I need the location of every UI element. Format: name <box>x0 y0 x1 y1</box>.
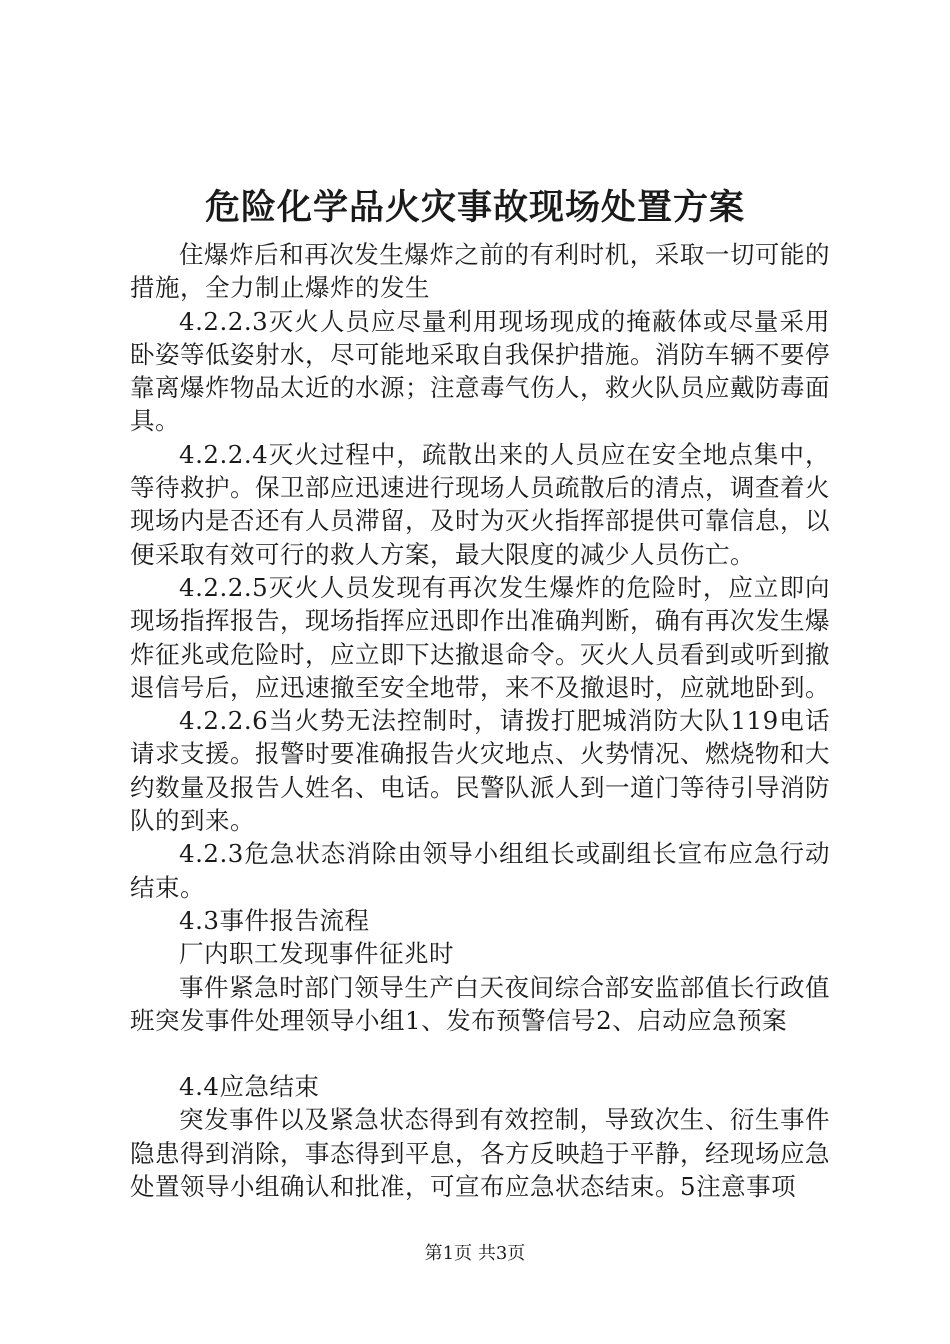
document-title: 危险化学品火灾事故现场处置方案 <box>204 187 745 228</box>
paragraph-4-2-3: 4.2.3危急状态消除由领导小组组长或副组长宣布应急行动结束。 <box>130 839 830 902</box>
paragraph-4-2-2-4: 4.2.2.4灭火过程中，疏散出来的人员应在安全地点集中，等待救护。保卫部应迅速进行现场人员疏散后的清点，调查着火现场内是否还有人员滞留，及时为灭火指挥部提供可靠信息，以便采取有效可行的救人方案，最大限度的减少人员伤亡。 <box>130 439 830 569</box>
paragraph-staff-discovery: 厂内职工发现事件征兆时 <box>179 939 454 969</box>
heading-4-4: 4.4应急结束 <box>179 1072 320 1102</box>
paragraph-4-2-2-5: 4.2.2.5灭火人员发现有再次发生爆炸的危险时，应立即向现场指挥报告，现场指挥应迅即作出准确判断，确有再次发生爆炸征兆或危险时，应立即下达撤退命令。灭火人员看到或听到撤退信号后，应迅速撤至安全地带，来不及撤退时，应就地卧到。 <box>130 572 830 702</box>
blank-line <box>130 1037 830 1070</box>
page-footer: 第1页 共3页 <box>424 1243 526 1264</box>
paragraph-report-flow: 事件紧急时部门领导生产白天夜间综合部安监部值长行政值班突发事件处理领导小组1、发布预警信号2、启动应急预案 <box>130 972 830 1035</box>
paragraph-4-2-2-3: 4.2.2.3灭火人员应尽量利用现场现成的掩蔽体或尽量采用卧姿等低姿射水，尽可能地采取自我保护措施。消防车辆不要停靠离爆炸物品太近的水源；注意毒气伤人，救火队员应戴防毒面具。 <box>130 306 830 436</box>
document-body <box>130 238 830 1203</box>
paragraph-emergency-end: 突发事件以及紧急状态得到有效控制，导致次生、衍生事件隐患得到消除，事态得到平息，各方反映趋于平静，经现场应急处置领导小组确认和批准，可宣布应急状态结束。5注意事项 <box>130 1105 830 1202</box>
paragraph-explosion-timing: 住爆炸后和再次发生爆炸之前的有利时机，采取一切可能的措施，全力制止爆炸的发生 <box>130 240 830 303</box>
paragraph-4-2-2-6: 4.2.2.6当火势无法控制时，请拨打肥城消防大队119电话请求支援。报警时要准确报告火灾地点、火势情况、燃烧物和大约数量及报告人姓名、电话。民警队派人到一道门等待引导消防队的到来。 <box>130 706 830 836</box>
heading-4-3: 4.3事件报告流程 <box>179 905 370 935</box>
